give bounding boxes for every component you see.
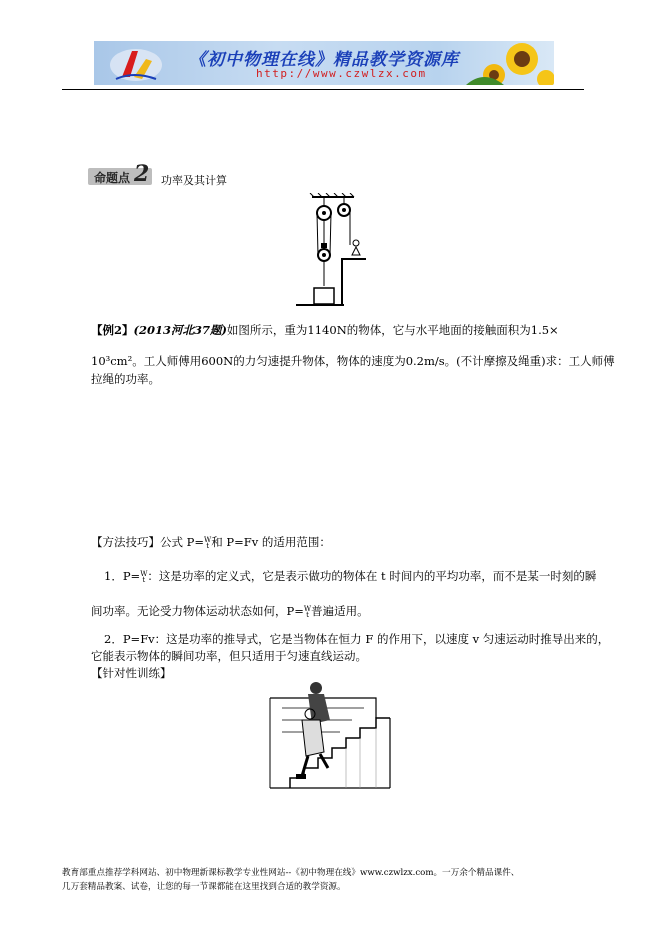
fraction-den: t [142,576,146,584]
method-heading [91,534,331,550]
section-tag-number: 2 [134,161,150,187]
item1-d: 普遍适用。 [311,604,369,618]
item1-c: 间功率。无论受力物体运动状态如何，P= [91,604,304,618]
method-item-1 [104,568,596,584]
header-divider [62,89,584,90]
example-label: 【例2】 [91,323,134,337]
banner-title: 《初中物理在线》精品教学资源库 [189,50,459,70]
training-heading: 【针对性训练】 [91,666,172,680]
banner-url[interactable]: http://www.czwlzx.com [256,67,427,80]
example-line-2: 10³cm²。工人师傅用600N的力匀速提升物体，物体的速度为0.2m/s。(不计摩擦及绳重)求：工人师傅 [91,354,615,368]
fraction-num: W [140,570,148,578]
footer-line-2: 几万套精品教案、试卷，让您的每一节课都能在这里找到合适的教学资源。 [62,882,346,892]
fraction-num: W [204,536,212,544]
item1-a: 1．P= [104,569,141,583]
footer-line-1: 教育部重点推荐学科网站、初中物理新课标教学专业性网站--《初中物理在线》www.czwlzx.com。一万余个精品课件、 [62,868,520,878]
fraction-den: t [206,542,210,550]
stairs-illustration [268,680,394,792]
fraction-den: t [306,611,309,619]
method-item-2-cont: 它能表示物体的瞬间功率，但只适用于匀速直线运动。 [91,649,367,663]
example-line-1 [91,322,559,338]
section-tag-label: 命题点 [94,171,131,185]
fraction [304,606,311,618]
method-heading-a: 【方法技巧】公式 P= [91,535,205,549]
section-title: 功率及其计算 [161,174,227,187]
fraction-num: W [303,605,312,613]
example-text-1: 如图所示，重为1140N的物体，它与水平地面的接触面积为1.5× [226,323,559,337]
sunflower-icon [466,43,554,85]
example-line-3: 拉绳的功率。 [91,372,160,386]
method-item-2: 2．P=Fv：这是功率的推导式，它是当物体在恒力 F 的作用下，以速度 v 匀速运动时推导出来的， [104,632,610,646]
logo-icon [110,49,162,81]
example-source: (2013河北37题) [133,323,227,337]
item1-b: ：这是功率的定义式，它是表示做功的物体在 t 时间内的平均功率，而不是某一时刻的瞬 [147,569,597,583]
method-item-1-cont [91,603,369,619]
method-heading-b: 和 P=Fv 的适用范围： [211,535,331,549]
header-banner [94,41,554,85]
pulley-diagram [292,193,372,311]
footer [62,866,602,894]
